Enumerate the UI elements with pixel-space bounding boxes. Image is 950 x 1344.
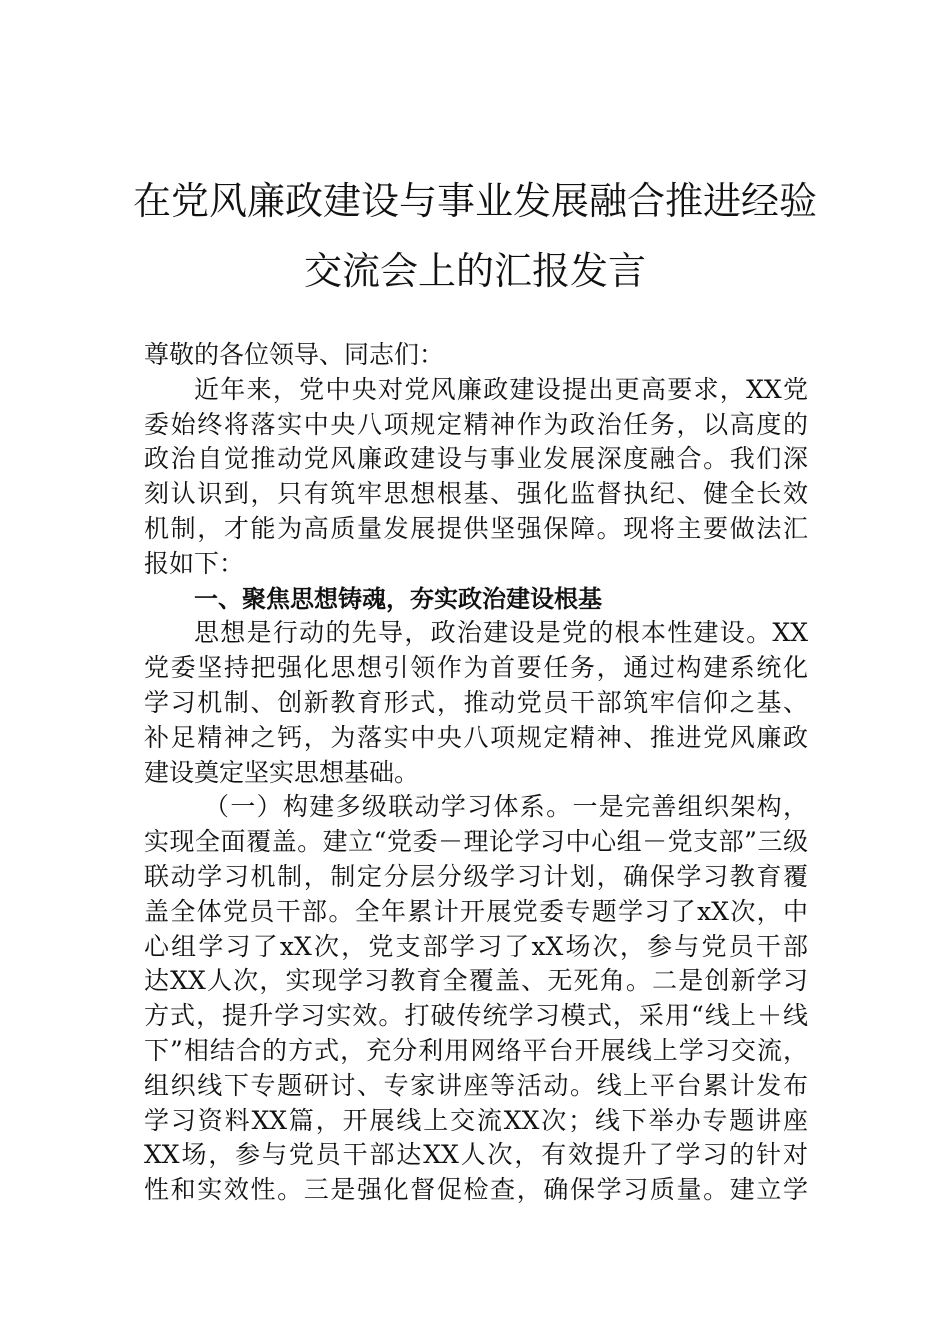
section-heading: 一、聚焦思想铸魂，夯实政治建设根基 bbox=[194, 584, 602, 613]
paragraph-line: 方式，提升学习实效。打破传统学习模式，采用“线上＋线 bbox=[144, 1001, 808, 1031]
paragraph-line: XX场，参与党员干部达XX人次，有效提升了学习的针对 bbox=[144, 1140, 808, 1170]
paragraph-line: 实现全面覆盖。建立“党委－理论学习中心组－党支部”三级 bbox=[144, 827, 808, 857]
paragraph-line: 政治自觉推动党风廉政建设与事业发展深度融合。我们深 bbox=[144, 444, 808, 474]
salutation: 尊敬的各位领导、同志们： bbox=[144, 340, 445, 369]
paragraph-line: 思想是行动的先导，政治建设是党的根本性建设。XX bbox=[194, 618, 808, 648]
paragraph-line: 建设奠定坚实思想基础。 bbox=[144, 757, 420, 787]
paragraph-line: 委始终将落实中央八项规定精神作为政治任务，以高度的 bbox=[144, 409, 808, 439]
document-body bbox=[144, 338, 808, 1208]
paragraph-line: 学习机制、创新教育形式，推动党员干部筑牢信仰之基、 bbox=[144, 687, 808, 717]
paragraph-line: 近年来，党中央对党风廉政建设提出更高要求，XX党 bbox=[194, 374, 808, 404]
paragraph-line: 党委坚持把强化思想引领作为首要任务，通过构建系统化 bbox=[144, 653, 808, 683]
paragraph-line: 盖全体党员干部。全年累计开展党委专题学习了xX次，中 bbox=[144, 896, 808, 926]
paragraph-line: 达XX人次，实现学习教育全覆盖、无死角。二是创新学习 bbox=[144, 966, 808, 996]
paragraph-line: 补足精神之钙，为落实中央八项规定精神、推进党风廉政 bbox=[144, 722, 808, 752]
paragraph-line: 刻认识到，只有筑牢思想根基、强化监督执纪、健全长效 bbox=[144, 479, 808, 509]
document-title-line-2: 交流会上的汇报发言 bbox=[303, 249, 646, 293]
paragraph-line: 性和实效性。三是强化督促检查，确保学习质量。建立学 bbox=[144, 1175, 808, 1205]
paragraph-line: 机制，才能为高质量发展提供坚强保障。现将主要做法汇 bbox=[144, 513, 808, 543]
subsection-line: （一）构建多级联动学习体系。一是完善组织架构， bbox=[204, 792, 808, 822]
document-title-line-1: 在党风廉政建设与事业发展融合推进经验 bbox=[132, 179, 817, 223]
paragraph-line: 报如下： bbox=[144, 548, 245, 578]
paragraph-line: 组织线下专题研讨、专家讲座等活动。线上平台累计发布 bbox=[144, 1070, 808, 1100]
paragraph-line: 联动学习机制，制定分层分级学习计划，确保学习教育覆 bbox=[144, 861, 808, 891]
paragraph-line: 心组学习了xX次，党支部学习了xX场次，参与党员干部 bbox=[144, 931, 808, 961]
paragraph-line: 下”相结合的方式，充分利用网络平台开展线上学习交流， bbox=[144, 1035, 808, 1065]
paragraph-line: 学习资料XX篇，开展线上交流XX次；线下举办专题讲座 bbox=[144, 1105, 808, 1135]
